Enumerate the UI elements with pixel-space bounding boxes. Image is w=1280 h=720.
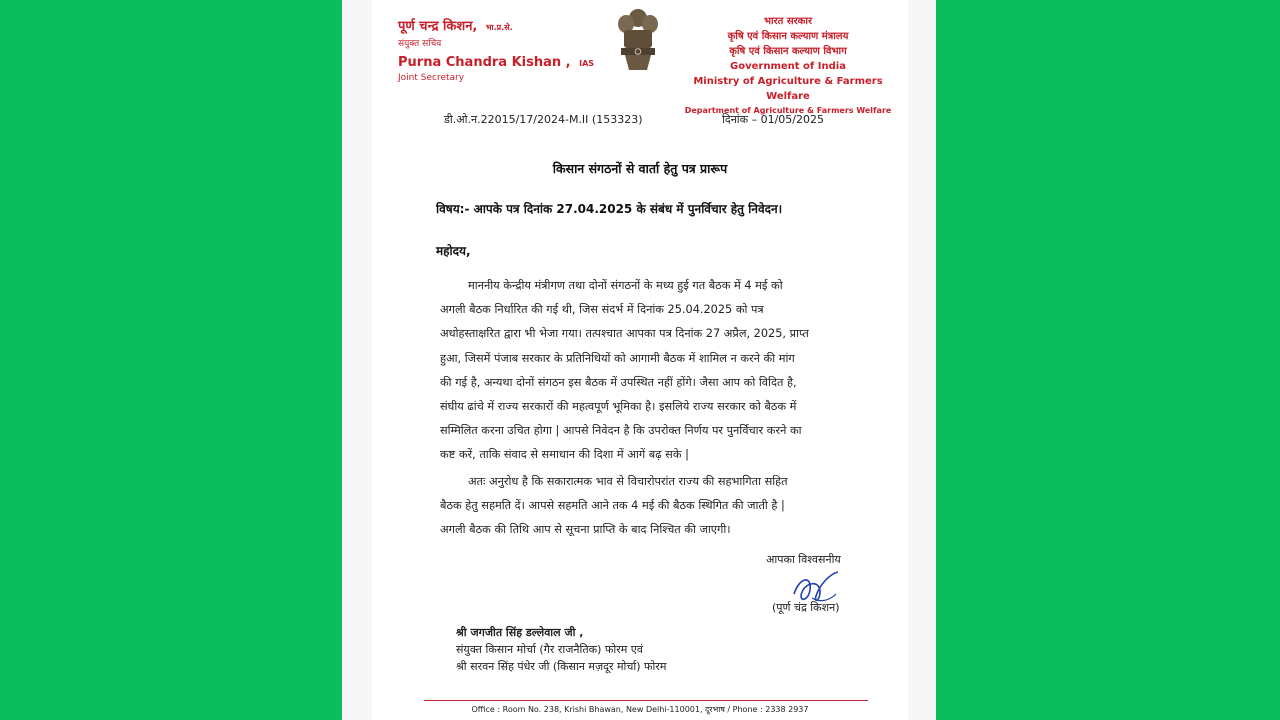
signatory-name: (पूर्ण चंद्र किशन) — [772, 601, 840, 614]
paragraph-line: कष्ट करें, ताकि संवाद से समाधान की दिशा में आगें बढ़ सके | — [440, 448, 689, 462]
paragraph-line: सम्मिलित करना उचित होगा | आपसे निवेदन है कि उपरोक्त निर्णय पर पुनर्विचार करने का — [440, 424, 802, 438]
footer-divider — [424, 700, 868, 701]
paragraph-line: अधोहस्ताक्षरित द्वारा भी भेजा गया। तत्पश्चात आपका पत्र दिनांक 27 अप्रैल, 2025, प्राप्त — [440, 327, 809, 341]
paragraph-line: हुआ, जिसमें पंजाब सरकार के प्रतिनिधियों को आगामी बैठक में शामिल न करने की मांग — [440, 351, 795, 365]
letter-subject: विषय:- आपके पत्र दिनांक 27.04.2025 के संबंध में पुनर्विचार हेतु निवेदन। — [436, 202, 783, 216]
addressee-line-1: श्री जगजीत सिंह डल्लेवाल जी , — [456, 626, 584, 639]
paragraph-line: की गई है, अन्यथा दोनों संगठन इस बैठक में उपस्थित नहीं होंगे। जैसा आप को विदित है, — [440, 375, 797, 389]
letter-page — [372, 0, 908, 720]
national-emblem — [610, 4, 666, 78]
paragraph-line: अतः अनुरोध है कि सकारात्मक भाव से विचारोपरांत राज्य की सहभागिता सहित — [468, 475, 788, 488]
department-english: Department of Agriculture & Farmers Welfare — [684, 106, 892, 115]
govt-india-english: Government of India — [730, 61, 846, 72]
addressee-line-3: श्री सरवन सिंह पंधेर जी (किसान मज़दूर मोर्चा) फोरम — [456, 660, 667, 673]
addressee-block — [456, 624, 666, 675]
body-paragraph-1 — [440, 274, 848, 468]
letterhead-right — [682, 14, 894, 118]
sender-service-hindi: भा.प्र.से. — [485, 23, 513, 32]
salutation: महोदय, — [436, 244, 471, 258]
addressee-line-2: संयुक्त किसान मोर्चा (गैर राजनैतिक) फोरम एवं — [456, 643, 643, 656]
paragraph-line: माननीय केन्द्रीय मंत्रीगण तथा दोनों संगठनों के मध्य हुई गत बैठक में 4 मई को — [468, 279, 783, 292]
footer-address: Office : Room No. 238, Krishi Bhawan, New Delhi-110001, दूरभाष / Phone : 2338 2937 — [471, 705, 809, 714]
sender-service-english: IAS — [579, 59, 595, 68]
letter-date: दिनांक – 01/05/2025 — [722, 113, 824, 126]
govt-india-hindi: भारत सरकार — [763, 16, 813, 27]
paragraph-line: अगली बैठक निर्धारित की गई थी, जिस संदर्भ में दिनांक 25.04.2025 को पत्र — [440, 303, 764, 317]
ministry-english: Ministry of Agriculture & Farmers Welfare — [693, 76, 883, 102]
ashoka-emblem-icon — [613, 4, 663, 76]
closing-text: आपका विश्वसनीय — [766, 553, 841, 566]
letter-heading: किसान संगठनों से वार्ता हेतु पत्र प्रारूप — [552, 161, 728, 176]
sender-name-english: Purna Chandra Kishan , IAS — [398, 55, 595, 70]
sender-title-hindi: संयुक्त सचिव — [398, 39, 442, 49]
paragraph-line: अगली बैठक की तिथि आप से सूचना प्राप्ति के बाद निश्चित की जाएगी। — [440, 523, 731, 537]
letterhead-left — [398, 16, 594, 83]
department-hindi: कृषि एवं किसान कल्याण विभाग — [729, 46, 847, 57]
do-number: डी.ओ.न.22015/17/2024-M.II (153323) — [444, 113, 643, 126]
ministry-hindi: कृषि एवं किसान कल्याण मंत्रालय — [727, 31, 849, 42]
sender-name-hindi: पूर्ण चन्द्र किशन, भा.प्र.से. — [398, 19, 513, 34]
paragraph-line: बैठक हेतु सहमति दें। आपसे सहमति आने तक 4 मई की बैठक स्थिगित की जाती है | — [440, 499, 785, 513]
body-paragraph-2 — [440, 470, 848, 543]
sender-title-english: Joint Secretary — [398, 73, 465, 83]
paragraph-line: संघीय ढांचे में राज्य सरकारों की महत्वपूर्ण भूमिका है। इसलिये राज्य सरकार को बैठक में — [440, 400, 797, 414]
